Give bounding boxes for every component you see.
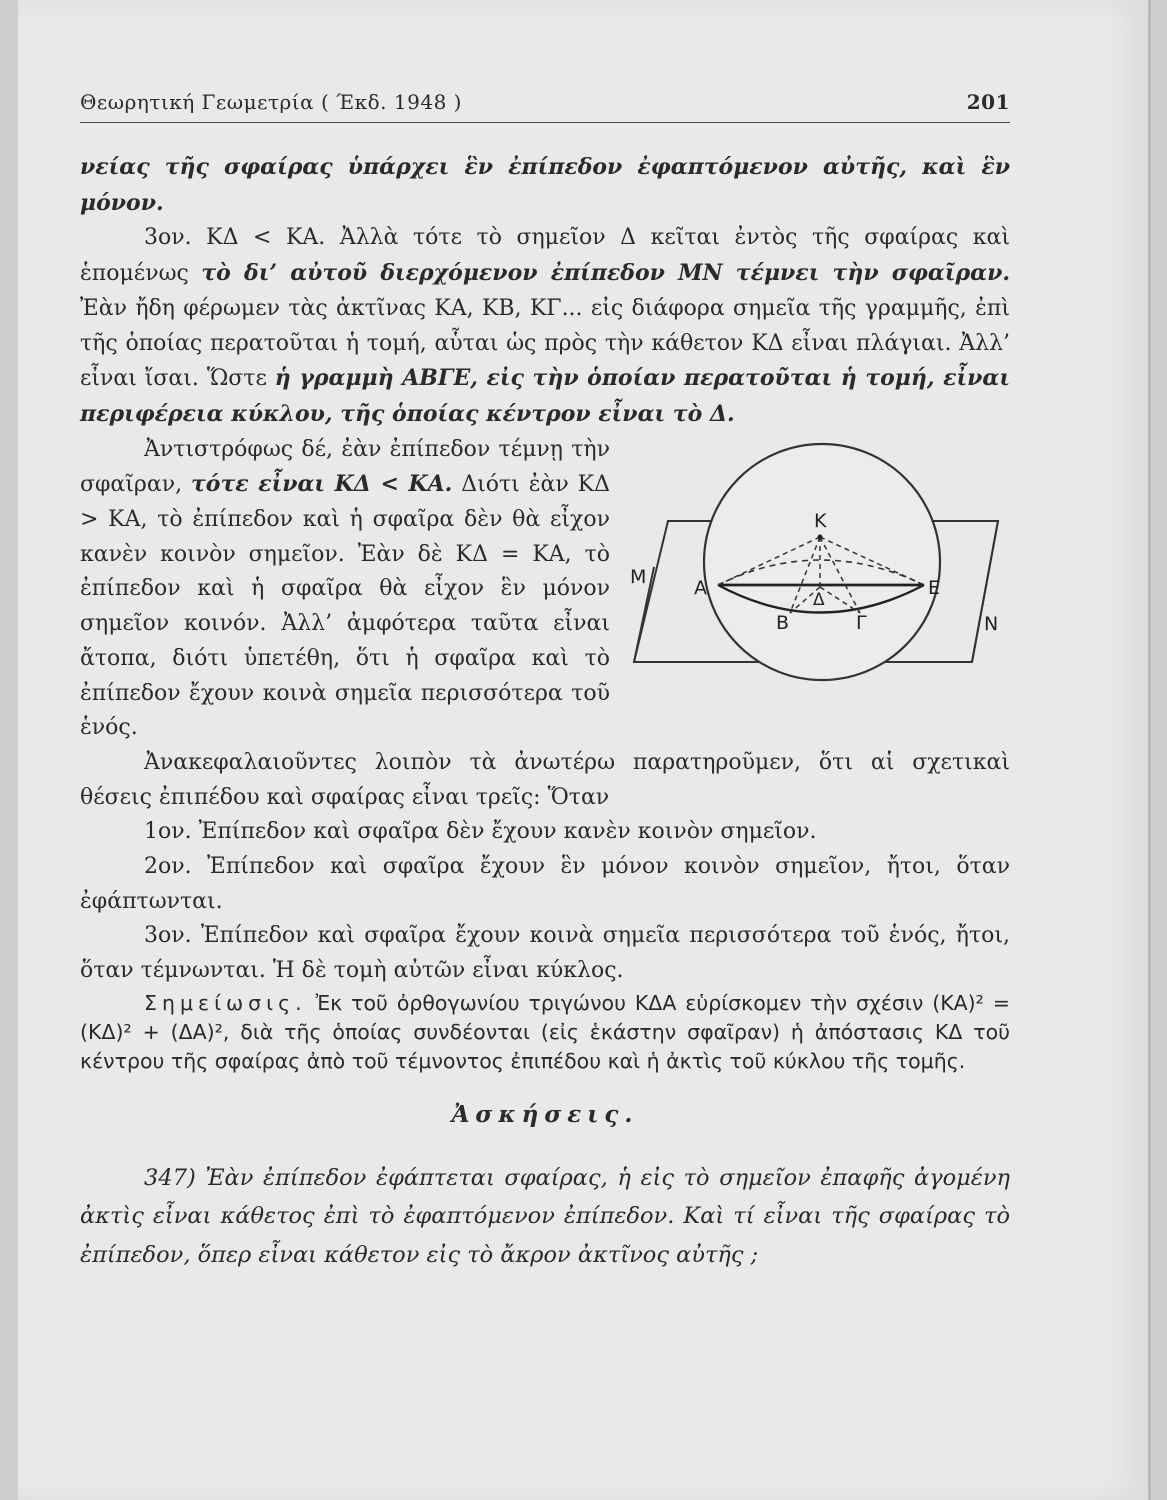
page-body [80,150,1010,1274]
book-title: Θεωρητική Γεωμετρία ( Έκδ. 1948 ) [80,90,462,114]
sphere-outline [704,444,940,680]
book-page [18,0,1151,1500]
bold-text: τότε εἶναι ΚΔ < ΚΑ. [190,471,453,498]
running-header [80,90,1010,123]
label-b: Β [776,611,790,634]
list-item: 3ον. Ἐπίπεδον καὶ σφαῖρα ἔχουν κοινὰ σημεῖα περισσότερα τοῦ ἑνός, ἤτοι, ὅταν τέμνωνται. Ἡ δὲ τομὴ αὐτῶν εἶναι κύκλος. [80,923,1010,984]
label-k: Κ [814,509,827,532]
exercise-347: 347) Ἐὰν ἐπίπεδον ἐφάπτεται σφαίρας, ἡ εἰς τὸ σημεῖον ἐπαφῆς ἀγομένη ἀκτὶς εἶναι κάθετος ἐπὶ τὸ ἐφαπτόμενον ἐπίπεδον. Καὶ τί εἶναι τῆς σφαίρας τὸ ἐπίπεδον, ὅπερ εἶναι κάθετον εἰς τὸ ἄκρον ἀκτῖνος αὐτῆς ; [80,1164,1010,1268]
text: Ἀντιστρόφως δέ, ἐὰν ἐπίπεδον τέμνῃ τὴν σφαῖραν, [80,436,610,498]
bold-text: νείας τῆς σφαίρας ὑπάρχει ἓν ἐπίπεδον ἐφαπτόμενον αὐτῆς, καὶ ἓν μόνον. [80,154,1010,216]
text: Διότι ἐὰν ΚΔ > ΚΑ, τὸ ἐπίπεδον καὶ ἡ σφαῖρα δὲν θὰ εἶχον κανὲν κοινὸν σημεῖον. Ἐὰν δὲ ΚΔ = ΚΑ, τὸ ἐπίπεδον καὶ ἡ σφαῖρα θὰ εἶχον ἓν μόνον σημεῖον κοινόν. Ἀλλ’ ἀμφότερα ταῦτα εἶναι ἄτοπα, διότι ὑπετέθη, ὅτι ἡ σφαῖρα καὶ τὸ ἐπίπεδον ἔχουν κοινὰ σημεῖα περισσότερα τοῦ ἑνός. [80,472,610,741]
page-number: 201 [966,90,1010,114]
paragraph [80,221,1010,432]
figure-svg [630,437,1010,697]
label-a: Α [694,576,707,599]
label-m: Μ [630,565,647,588]
exercises-title: Ἀσκήσεις. [451,1100,639,1128]
text: Ἐὰν ἤδη φέρωμεν τὰς ἀκτῖνας ΚΑ, ΚΒ, ΚΓ... εἰς διάφορα σημεῖα τῆς γραμμῆς, ἐπὶ τῆς ὁποίας περατοῦται ἡ τομή, αὗται ὡς πρὸς τὴν κάθετον ΚΔ εἶναι πλάγιαι. Ἀλλ’ εἶναι ἴσαι. Ὥστε [80,295,1010,392]
label-n: Ν [984,612,999,635]
label-d: Δ [813,589,825,610]
label-g: Γ [856,611,867,634]
note-paragraph [80,989,1010,1076]
text: 3ον. ΚΔ < ΚΑ. Ἀλλὰ τότε τὸ σημεῖον Δ κεῖται ἐντὸς τῆς σφαίρας καὶ ἑπομένως [80,225,1010,287]
sphere-plane-figure [630,437,1010,697]
bold-text: ἡ γραμμὴ ΑΒΓΕ, εἰς τὴν ὁποίαν περατοῦται ἡ τομή, εἶναι περιφέρεια κύκλου, τῆς ὁποίας κέντρον εἶναι τὸ Δ. [80,365,1011,427]
plane-edge [972,521,998,662]
center-point-k [818,534,823,539]
note-text: Ἐκ τοῦ ὀρθογωνίου τριγώνου ΚΔΑ εὑρίσκομεν τὴν σχέσιν (ΚΑ)² = (ΚΔ)² + (ΔΑ)², διὰ τῆς ὁποίας συνδέονται (εἰς ἑκάστην σφαῖραν) ἡ ἀπόστασις ΚΔ τοῦ κέντρου τῆς σφαίρας ἀπὸ τοῦ τέμνοντος ἐπιπέδου καὶ ἡ ἀκτὶς τοῦ κύκλου τῆς τομῆς. [80,990,1010,1073]
list-item: 2ον. Ἐπίπεδον καὶ σφαῖρα ἔχουν ἓν μόνον κοινὸν σημεῖον, ἤτοι, ὅταν ἐφάπτωνται. [80,854,1010,914]
paragraph [80,150,1010,221]
paragraph: Ἀνακεφαλαιοῦντες λοιπὸν τὰ ἀνωτέρω παρατηροῦμεν, ὅτι αἱ σχετικαὶ θέσεις ἐπιπέδου καὶ σφαίρας εἶναι τρεῖς: Ὅταν [80,749,1010,810]
note-label: Σημείωσις. [144,990,307,1015]
list-item: 1ον. Ἐπίπεδον καὶ σφαῖρα δὲν ἔχουν κανὲν κοινὸν σημεῖον. [144,819,817,845]
bold-text: τὸ δι’ αὐτοῦ διερχόμενον ἐπίπεδον ΜΝ τέμνει τὴν σφαῖραν. [201,260,1010,287]
label-e: Ε [928,576,941,599]
